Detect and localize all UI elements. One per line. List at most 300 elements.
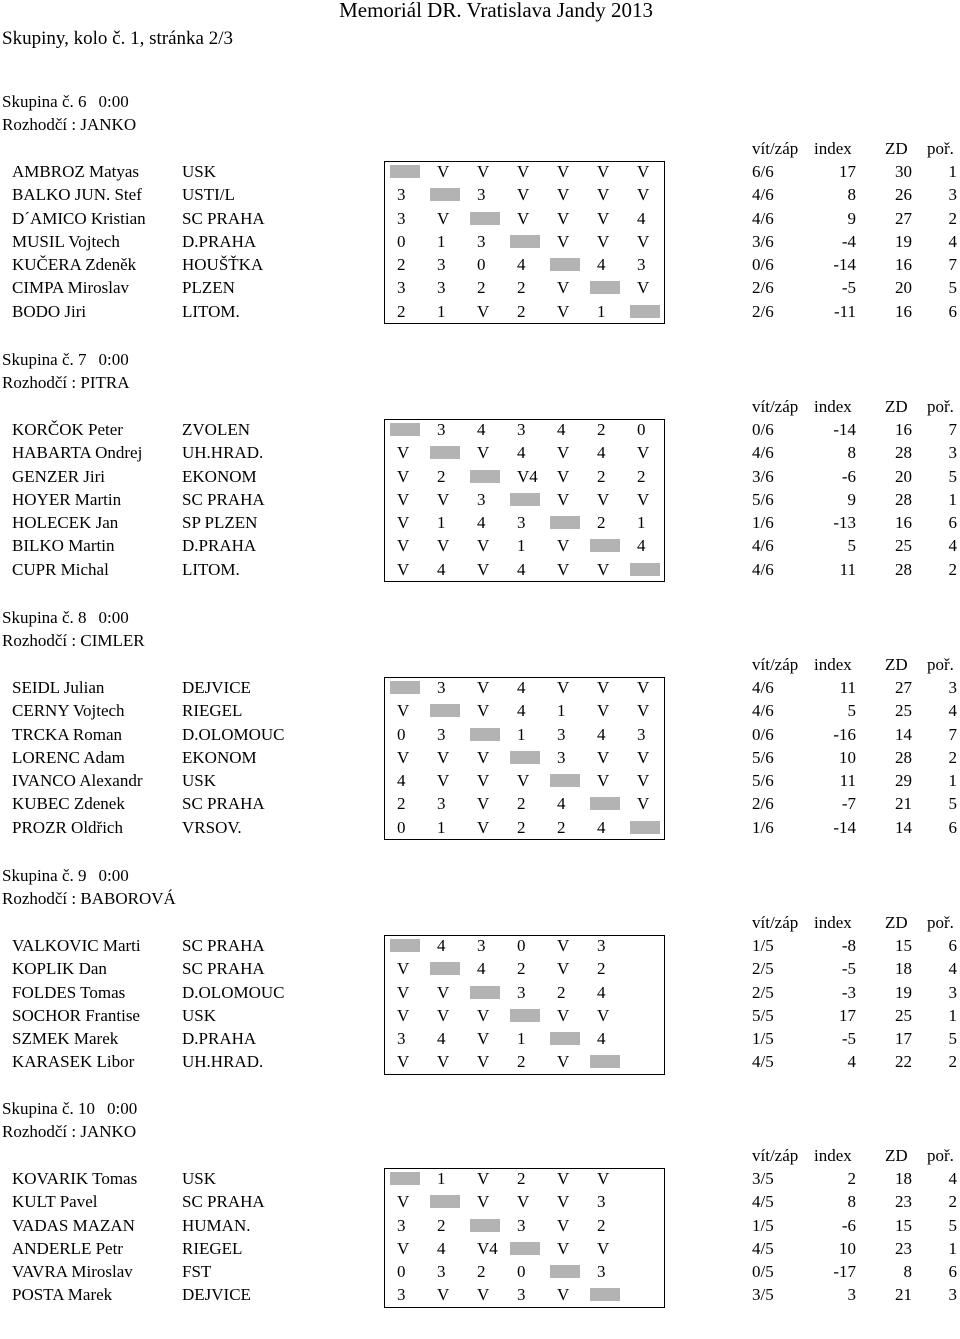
wins-losses: 4/6	[752, 559, 774, 579]
group-rows	[0, 935, 960, 1075]
player-club: RIEGEL	[182, 701, 243, 721]
match-result: V	[597, 678, 610, 697]
match-result: 3	[477, 489, 486, 509]
group-block	[0, 866, 960, 1106]
player-name: BILKO Martin	[12, 536, 115, 556]
table-row	[0, 161, 960, 184]
match-result: V	[557, 231, 570, 251]
index-value: 5	[847, 701, 856, 721]
group-rows	[0, 419, 960, 582]
player-club: EKONOM	[182, 466, 257, 486]
zd-value: 27	[895, 208, 912, 228]
match-result: V	[597, 771, 610, 791]
table-row	[0, 512, 960, 535]
self-match-blank	[390, 165, 420, 178]
index-value: -5	[841, 959, 856, 979]
match-result: V	[397, 489, 410, 509]
match-result: V	[477, 701, 490, 721]
match-result: V	[477, 301, 490, 321]
player-name: KORČOK Peter	[12, 420, 123, 439]
zd-value: 29	[895, 771, 912, 791]
wins-losses-header: vít/záp	[752, 1146, 799, 1165]
match-result: V	[397, 701, 410, 721]
group-time: 0:00	[107, 1099, 138, 1118]
self-match-blank	[550, 774, 580, 787]
match-result: 3	[477, 936, 486, 955]
match-result: 4	[517, 559, 526, 579]
document-title: Memoriál DR. Vratislava Jandy 2013	[339, 0, 653, 22]
match-result: 3	[637, 255, 646, 275]
self-match-blank	[510, 751, 540, 764]
match-result: V	[397, 1052, 410, 1072]
player-club: SC PRAHA	[182, 936, 265, 955]
match-result: V	[477, 771, 490, 791]
self-match-blank	[630, 563, 660, 576]
table-row	[0, 277, 960, 300]
player-name: KOPLIK Dan	[12, 959, 107, 979]
place-value: 3	[948, 443, 957, 463]
zd-value: 17	[895, 1029, 912, 1049]
match-result: 2	[397, 255, 406, 275]
table-row	[0, 1238, 960, 1261]
index-header: index	[814, 139, 852, 158]
zd-value: 26	[895, 185, 912, 205]
match-result: 4	[477, 513, 486, 533]
wins-losses: 4/6	[752, 185, 774, 205]
zd-value: 16	[895, 255, 912, 275]
index-value: -5	[841, 1029, 856, 1049]
index-value: 8	[847, 443, 856, 463]
zd-value: 20	[895, 278, 912, 298]
index-value: 17	[839, 1005, 856, 1025]
self-match-blank	[550, 1032, 580, 1045]
self-match-blank	[510, 235, 540, 248]
player-name: SEIDL Julian	[12, 678, 105, 697]
self-match-blank	[550, 1265, 580, 1278]
player-club: SP PLZEN	[182, 513, 258, 533]
match-result: 0	[637, 420, 646, 439]
table-row	[0, 935, 960, 958]
match-result: V4	[477, 1238, 498, 1258]
group-referee: Rozhodčí : CIMLER	[2, 631, 145, 650]
match-result: V	[437, 771, 450, 791]
place-value: 7	[948, 724, 957, 744]
group-referee: Rozhodčí : JANKO	[2, 1122, 137, 1141]
wins-losses: 0/6	[752, 420, 774, 439]
zd-value: 18	[895, 959, 912, 979]
table-row	[0, 1028, 960, 1051]
wins-losses: 2/5	[752, 959, 774, 979]
table-row	[0, 442, 960, 465]
index-header: index	[814, 1146, 852, 1165]
player-club: D.PRAHA	[182, 231, 257, 251]
place-header: poř.	[927, 1146, 954, 1165]
table-row	[0, 1215, 960, 1238]
player-club: DEJVICE	[182, 678, 251, 697]
player-name: BODO Jiri	[12, 301, 87, 321]
table-row	[0, 958, 960, 981]
player-name: KULT Pavel	[12, 1192, 98, 1212]
table-row	[0, 817, 960, 840]
match-result: V	[557, 1192, 570, 1212]
player-name: HABARTA Ondrej	[12, 443, 143, 463]
match-result: 3	[517, 982, 526, 1002]
match-result: 1	[437, 1169, 446, 1188]
player-name: POSTA Marek	[12, 1285, 113, 1305]
player-club: LITOM.	[182, 559, 240, 579]
self-match-blank	[390, 1172, 420, 1185]
match-result: 3	[557, 724, 566, 744]
self-match-blank	[470, 986, 500, 999]
wins-losses: 3/6	[752, 231, 774, 251]
zd-header: ZD	[885, 1146, 908, 1165]
match-result: V	[477, 747, 490, 767]
wins-losses: 5/6	[752, 771, 774, 791]
player-name: MUSIL Vojtech	[12, 231, 120, 251]
group-title-text: Skupina č. 6	[2, 92, 87, 111]
match-result: V	[597, 747, 610, 767]
index-value: 11	[839, 559, 856, 579]
player-club: SC PRAHA	[182, 489, 265, 509]
player-club: EKONOM	[182, 747, 257, 767]
self-match-blank	[430, 962, 460, 975]
match-result: 4	[437, 1029, 446, 1049]
match-result: 0	[477, 255, 486, 275]
match-result: 3	[637, 724, 646, 744]
wins-losses: 2/6	[752, 278, 774, 298]
match-result: V	[597, 489, 610, 509]
match-result: 4	[597, 443, 606, 463]
index-value: -11	[833, 301, 856, 321]
wins-losses: 1/5	[752, 936, 774, 955]
player-club: USK	[182, 1169, 217, 1188]
match-result: V	[477, 443, 490, 463]
match-result: V	[517, 1192, 530, 1212]
match-result: 0	[397, 231, 406, 251]
wins-losses-header: vít/záp	[752, 913, 799, 932]
match-result: V	[437, 1005, 450, 1025]
match-result: V	[477, 536, 490, 556]
player-name: D´AMICO Kristian	[12, 208, 146, 228]
player-club: SC PRAHA	[182, 208, 265, 228]
match-result: V	[397, 1005, 410, 1025]
table-row	[0, 489, 960, 512]
wins-losses: 2/6	[752, 794, 774, 814]
stats-header	[0, 655, 960, 677]
self-match-blank	[590, 797, 620, 810]
place-value: 6	[948, 513, 957, 533]
zd-value: 20	[895, 466, 912, 486]
match-result: 3	[397, 1215, 406, 1235]
player-club: RIEGEL	[182, 1238, 243, 1258]
place-value: 2	[948, 747, 957, 767]
place-value: 6	[948, 301, 957, 321]
match-result: 1	[597, 301, 606, 321]
zd-value: 14	[895, 724, 912, 744]
wins-losses-header: vít/záp	[752, 397, 799, 416]
self-match-blank	[430, 704, 460, 717]
table-row	[0, 982, 960, 1005]
player-club: USK	[182, 1005, 217, 1025]
group-title	[2, 866, 129, 886]
zd-header: ZD	[885, 913, 908, 932]
match-result: V	[397, 959, 410, 979]
place-value: 4	[948, 536, 957, 556]
match-result: 2	[437, 1215, 446, 1235]
zd-value: 25	[895, 536, 912, 556]
match-result: 4	[597, 255, 606, 275]
table-row	[0, 254, 960, 277]
place-value: 2	[948, 1052, 957, 1072]
zd-value: 15	[895, 936, 912, 955]
match-result: 2	[517, 817, 526, 837]
zd-value: 25	[895, 1005, 912, 1025]
zd-value: 30	[895, 162, 912, 181]
match-result: V	[637, 231, 650, 251]
index-value: 8	[847, 185, 856, 205]
index-value: -16	[833, 724, 856, 744]
match-result: V	[557, 536, 570, 556]
place-value: 1	[948, 1238, 957, 1258]
match-result: 2	[517, 794, 526, 814]
match-result: 2	[517, 1052, 526, 1072]
match-result: V	[477, 794, 490, 814]
match-result: 4	[397, 771, 406, 791]
self-match-blank	[430, 446, 460, 459]
index-value: -6	[841, 466, 856, 486]
group-block	[0, 608, 960, 848]
match-result: V	[637, 771, 650, 791]
player-club: LITOM.	[182, 301, 240, 321]
match-result: V	[597, 701, 610, 721]
match-result: V	[557, 278, 570, 298]
match-result: 3	[437, 724, 446, 744]
stats-header	[0, 1146, 960, 1168]
index-value: 10	[839, 747, 856, 767]
player-club: SC PRAHA	[182, 959, 265, 979]
group-title-text: Skupina č. 8	[2, 608, 87, 627]
group-rows	[0, 1168, 960, 1308]
player-name: CERNY Vojtech	[12, 701, 125, 721]
wins-losses: 4/5	[752, 1052, 774, 1072]
self-match-blank	[390, 423, 420, 436]
place-value: 1	[948, 489, 957, 509]
group-referee: Rozhodčí : BABOROVÁ	[2, 889, 176, 908]
match-result: 0	[397, 1262, 406, 1282]
zd-value: 23	[895, 1238, 912, 1258]
match-result: 2	[597, 959, 606, 979]
match-result: V	[597, 208, 610, 228]
index-value: 9	[847, 489, 856, 509]
zd-value: 16	[895, 301, 912, 321]
zd-value: 28	[895, 443, 912, 463]
wins-losses: 4/5	[752, 1238, 774, 1258]
match-result: V	[557, 1052, 570, 1072]
player-club: HOUŠŤKA	[182, 255, 264, 275]
table-row	[0, 466, 960, 489]
place-header: poř.	[927, 397, 954, 416]
match-result: 3	[517, 1215, 526, 1235]
match-result: 4	[517, 701, 526, 721]
match-result: V	[557, 301, 570, 321]
group-block	[0, 350, 960, 590]
wins-losses: 1/5	[752, 1029, 774, 1049]
place-value: 3	[948, 185, 957, 205]
match-result: V	[397, 536, 410, 556]
match-result: 2	[397, 794, 406, 814]
index-value: 8	[847, 1192, 856, 1212]
table-row	[0, 700, 960, 723]
match-result: V	[557, 208, 570, 228]
wins-losses: 0/6	[752, 255, 774, 275]
page-header	[0, 0, 960, 60]
match-result: 4	[597, 817, 606, 837]
match-result: 1	[517, 1029, 526, 1049]
match-result: 4	[637, 208, 646, 228]
zd-value: 28	[895, 489, 912, 509]
player-name: LORENC Adam	[12, 747, 125, 767]
match-result: V	[637, 794, 650, 814]
player-name: TRCKA Roman	[12, 724, 123, 744]
match-result: V	[597, 162, 610, 181]
zd-value: 21	[895, 1285, 912, 1305]
player-name: ANDERLE Petr	[12, 1238, 123, 1258]
match-result: 4	[557, 420, 566, 439]
player-name: SZMEK Marek	[12, 1029, 119, 1049]
place-header: poř.	[927, 139, 954, 158]
player-club: DEJVICE	[182, 1285, 251, 1305]
match-result: 3	[397, 1285, 406, 1305]
match-result: V	[637, 678, 650, 697]
match-result: 0	[517, 1262, 526, 1282]
self-match-blank	[470, 470, 500, 483]
index-value: 10	[839, 1238, 856, 1258]
place-value: 6	[948, 817, 957, 837]
match-result: 3	[477, 185, 486, 205]
player-name: AMBROZ Matyas	[12, 162, 140, 181]
match-result: 4	[597, 1029, 606, 1049]
place-value: 6	[948, 1262, 957, 1282]
match-result: V	[437, 208, 450, 228]
match-result: 4	[437, 1238, 446, 1258]
match-result: V	[637, 489, 650, 509]
match-result: V	[437, 1285, 450, 1305]
match-result: 1	[437, 513, 446, 533]
group-title-text: Skupina č. 10	[2, 1099, 96, 1118]
match-result: V	[557, 1215, 570, 1235]
table-row	[0, 535, 960, 558]
match-result: V	[437, 747, 450, 767]
place-value: 1	[948, 162, 957, 181]
table-row	[0, 1168, 960, 1191]
match-result: V	[397, 466, 410, 486]
match-result: 0	[517, 936, 526, 955]
match-result: V	[597, 559, 610, 579]
match-result: V	[637, 443, 650, 463]
match-result: 1	[517, 536, 526, 556]
wins-losses-header: vít/záp	[752, 139, 799, 158]
player-name: HOYER Martin	[12, 489, 122, 509]
place-value: 5	[948, 278, 957, 298]
player-club: ZVOLEN	[182, 420, 250, 439]
table-row	[0, 301, 960, 324]
place-value: 4	[948, 1169, 957, 1188]
match-result: V	[477, 1005, 490, 1025]
index-header: index	[814, 655, 852, 674]
self-match-blank	[390, 681, 420, 694]
match-result: 4	[637, 536, 646, 556]
wins-losses: 4/6	[752, 536, 774, 556]
match-result: 1	[557, 701, 566, 721]
zd-header: ZD	[885, 655, 908, 674]
match-result: 4	[597, 724, 606, 744]
player-club: UH.HRAD.	[182, 1052, 264, 1072]
match-result: V	[477, 817, 490, 837]
match-result: 3	[437, 678, 446, 697]
index-value: 3	[847, 1285, 856, 1305]
match-result: 2	[477, 278, 486, 298]
match-result: V	[637, 747, 650, 767]
self-match-blank	[590, 539, 620, 552]
match-result: 3	[397, 208, 406, 228]
match-result: 2	[637, 466, 646, 486]
table-row	[0, 770, 960, 793]
player-club: USK	[182, 771, 217, 791]
player-club: SC PRAHA	[182, 1192, 265, 1212]
place-header: poř.	[927, 913, 954, 932]
index-value: -5	[841, 278, 856, 298]
match-result: V	[557, 959, 570, 979]
table-row	[0, 1261, 960, 1284]
player-club: HUMAN.	[182, 1215, 251, 1235]
zd-value: 16	[895, 420, 912, 439]
place-value: 3	[948, 982, 957, 1002]
table-row	[0, 419, 960, 442]
match-result: 2	[517, 278, 526, 298]
match-result: 3	[517, 513, 526, 533]
match-result: V	[437, 489, 450, 509]
zd-value: 22	[895, 1052, 912, 1072]
table-row	[0, 231, 960, 254]
index-value: -14	[833, 255, 856, 275]
self-match-blank	[430, 188, 460, 201]
self-match-blank	[630, 821, 660, 834]
match-result: V	[597, 1005, 610, 1025]
zd-value: 19	[895, 231, 912, 251]
match-result: V	[477, 559, 490, 579]
index-header: index	[814, 913, 852, 932]
match-result: V	[397, 513, 410, 533]
self-match-blank	[430, 1195, 460, 1208]
zd-header: ZD	[885, 139, 908, 158]
player-name: IVANCO Alexandr	[12, 771, 143, 791]
wins-losses: 3/5	[752, 1169, 774, 1188]
wins-losses: 4/6	[752, 678, 774, 697]
player-name: FOLDES Tomas	[12, 982, 126, 1002]
match-result: V	[397, 1238, 410, 1258]
match-result: 2	[597, 420, 606, 439]
match-result: V	[597, 1169, 610, 1188]
player-name: KOVARIK Tomas	[12, 1169, 138, 1188]
match-result: 1	[517, 724, 526, 744]
match-result: 4	[557, 794, 566, 814]
zd-value: 21	[895, 794, 912, 814]
place-value: 5	[948, 794, 957, 814]
match-result: V	[557, 1285, 570, 1305]
player-club: D.PRAHA	[182, 536, 257, 556]
match-result: 2	[437, 466, 446, 486]
match-result: 4	[517, 255, 526, 275]
